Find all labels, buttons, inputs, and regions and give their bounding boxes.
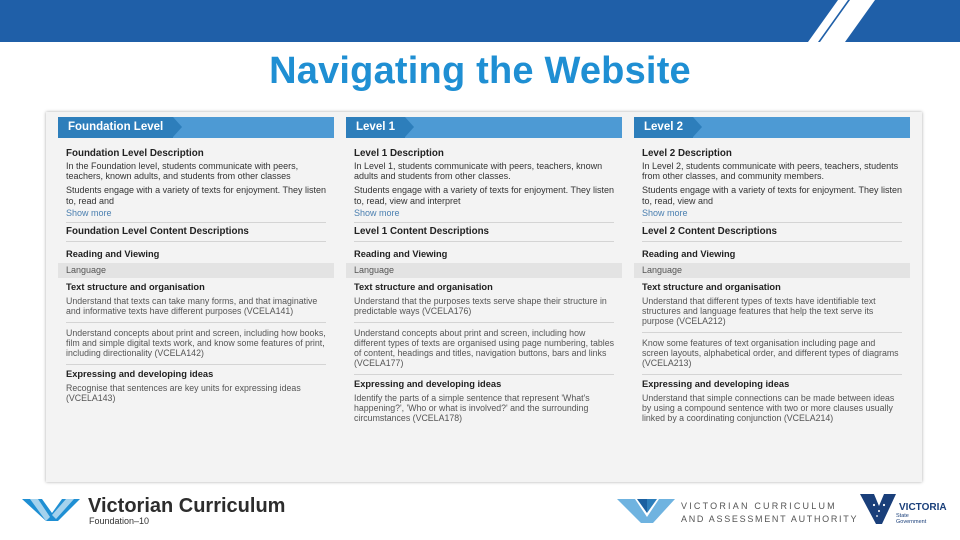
mode-row[interactable] <box>634 263 910 278</box>
description-text: In Level 1, students communicate with peers, teachers, known adults and students from other classes. <box>354 161 603 182</box>
description-text: Students engage with a variety of texts for enjoyment. They listen to, read, view and interpret <box>354 185 614 206</box>
content-description[interactable]: Understand that simple connections can be made between ideas by using a compound sentence with two or more clauses usually linked by a coordinating conjunction (VCELA214) <box>642 392 895 423</box>
mode-label: Language <box>642 264 683 275</box>
description-title: Level 2 Description <box>642 148 732 159</box>
victoria-state-government-logo-icon <box>860 492 898 526</box>
show-more-link[interactable]: Show more <box>354 207 400 218</box>
description-text: Students engage with a variety of texts for enjoyment. They listen to, read and <box>66 185 326 206</box>
description-text: Students engage with a variety of texts for enjoyment. They listen to, read, view and <box>642 185 902 206</box>
sub-strand-label: Expressing and developing ideas <box>642 378 790 389</box>
level-tab[interactable]: Foundation Level <box>58 117 173 138</box>
vcaa-logo-icon <box>617 497 677 525</box>
content-description[interactable]: Understand concepts about print and screen, including how different types of texts are organised using page numbering, tables of content, headings and titles, navigation buttons, bars and links (VCELA177) <box>354 327 614 368</box>
show-more-link[interactable]: Show more <box>642 207 688 218</box>
sub-strand-label: Text structure and organisation <box>354 281 493 292</box>
top-banner-graphic <box>0 0 960 42</box>
description-text: In Level 2, students communicate with peers, teachers, students from other classes, and community members. <box>642 161 899 182</box>
sub-strand-heading <box>346 379 622 389</box>
content-descriptions-title: Level 2 Content Descriptions <box>642 225 778 237</box>
content-descriptions <box>634 226 910 237</box>
content-descriptions <box>58 226 334 237</box>
mode-row[interactable] <box>58 263 334 278</box>
content-description[interactable]: Understand concepts about print and screen, including how books, film and simple digital texts work, and know some features of print, including directionality (VCELA142) <box>66 327 326 358</box>
mode-row[interactable] <box>346 263 622 278</box>
description-text: In the Foundation level, students communicate with peers, teachers, known adults, and students from other classes <box>66 161 299 182</box>
level-header-bar <box>346 117 622 138</box>
victoria-wordmark: VICTORIA <box>899 502 947 513</box>
strand-heading <box>58 249 334 259</box>
description-title: Level 1 Description <box>354 148 444 159</box>
victorian-curriculum-wordmark: Victorian Curriculum <box>88 495 286 517</box>
divider <box>642 332 902 333</box>
sub-strand-label: Text structure and organisation <box>642 281 781 292</box>
divider <box>354 241 614 242</box>
content-description[interactable]: Know some features of text organisation including page and screen layouts, alphabetical order, and different types of diagrams (VCELA213) <box>642 337 899 368</box>
level-header-bar <box>634 117 910 138</box>
sub-strand-heading <box>634 379 910 389</box>
divider <box>66 241 326 242</box>
level-header-bar <box>58 117 334 138</box>
mode-label: Language <box>354 264 395 275</box>
sub-strand-label: Text structure and organisation <box>66 281 205 292</box>
page-title: Navigating the Website <box>269 50 691 92</box>
content-descriptions-title: Foundation Level Content Descriptions <box>66 225 249 237</box>
top-banner <box>0 0 960 42</box>
strand-heading <box>346 249 622 259</box>
divider <box>642 374 902 375</box>
strand-label: Reading and Viewing <box>642 248 736 259</box>
content-description[interactable]: Understand that texts can take many forms, and that imaginative and informative texts have different purposes (VCELA141) <box>66 295 318 316</box>
sub-strand-heading <box>58 369 334 379</box>
column-foundation <box>58 117 334 482</box>
divider <box>642 222 902 223</box>
level-description <box>346 148 622 218</box>
sub-strand-heading <box>58 282 334 292</box>
level-tab[interactable]: Level 1 <box>346 117 405 138</box>
divider <box>66 222 326 223</box>
show-more-link[interactable]: Show more <box>66 207 112 218</box>
victorian-curriculum-subtitle: Foundation–10 <box>89 516 150 526</box>
sub-strand-label: Expressing and developing ideas <box>66 368 214 379</box>
strand-label: Reading and Viewing <box>354 248 448 259</box>
description-title: Foundation Level Description <box>66 148 204 159</box>
mode-label: Language <box>66 264 107 275</box>
website-screenshot <box>46 112 922 482</box>
divider <box>66 364 326 365</box>
column-level-2 <box>634 117 910 482</box>
content-description[interactable]: Understand that the purposes texts serve shape their structure in predictable ways (VCELA176) <box>354 295 607 316</box>
content-description[interactable]: Recognise that sentences are key units for expressing ideas (VCELA143) <box>66 382 301 403</box>
vcaa-wordmark-line1: VICTORIAN CURRICULUM <box>681 501 837 511</box>
vcaa-wordmark-line2: AND ASSESSMENT AUTHORITY <box>681 514 859 524</box>
content-description[interactable]: Understand that different types of texts have identifiable text structures and language features that help the text serve its purpose (VCELA212) <box>642 295 876 326</box>
divider <box>354 374 614 375</box>
content-descriptions-title: Level 1 Content Descriptions <box>354 225 490 237</box>
victoria-state-government-label: State Government <box>896 513 927 525</box>
content-description[interactable]: Identify the parts of a simple sentence that represent 'What's happening?', 'Who or what is involved?' and the surrounding circumstances (VCELA178) <box>354 392 590 423</box>
level-description <box>634 148 910 218</box>
level-description <box>58 148 334 218</box>
level-tab[interactable]: Level 2 <box>634 117 693 138</box>
column-level-1 <box>346 117 622 482</box>
strand-heading <box>634 249 910 259</box>
sub-strand-heading <box>346 282 622 292</box>
content-descriptions <box>346 226 622 237</box>
divider <box>354 322 614 323</box>
divider <box>642 241 902 242</box>
divider <box>66 322 326 323</box>
divider <box>354 222 614 223</box>
strand-label: Reading and Viewing <box>66 248 160 259</box>
victorian-curriculum-logo-icon <box>22 497 82 523</box>
sub-strand-label: Expressing and developing ideas <box>354 378 502 389</box>
sub-strand-heading <box>634 282 910 292</box>
